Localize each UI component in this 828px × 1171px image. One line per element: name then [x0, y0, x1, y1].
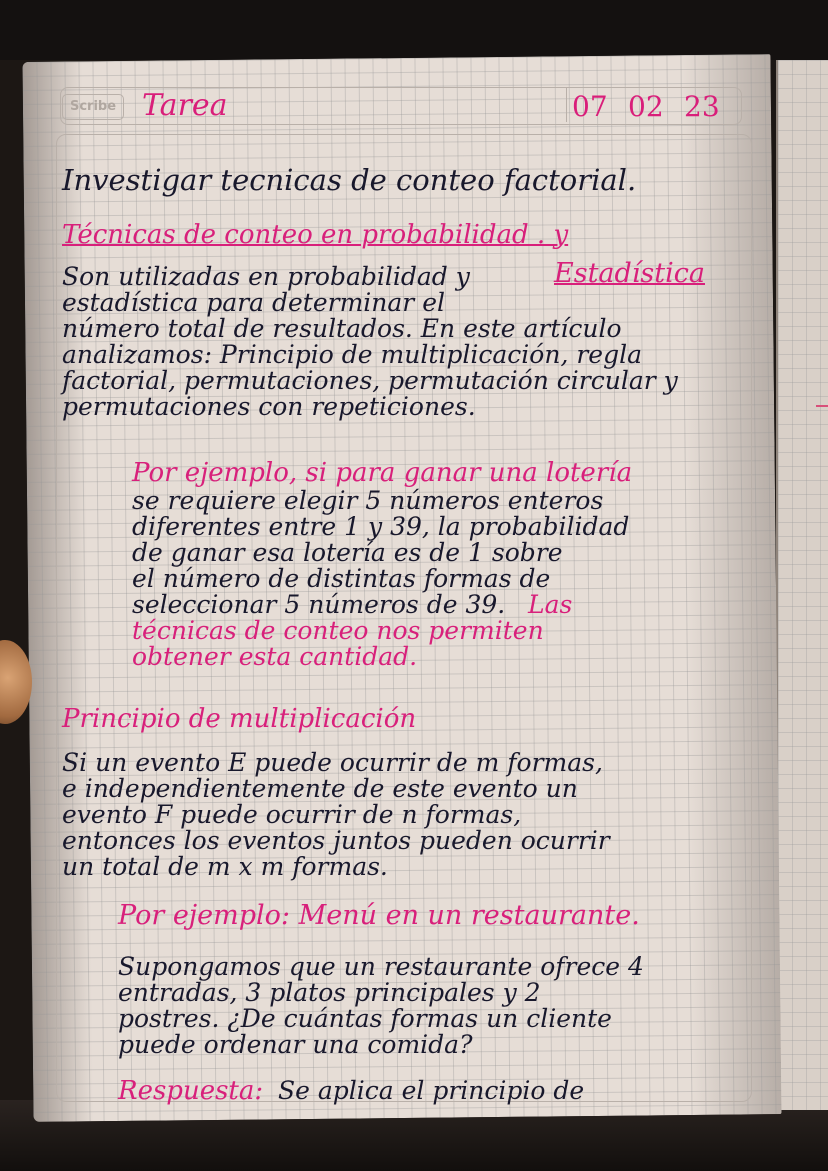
adjacent-page-mark — [816, 405, 828, 407]
example-line: Por ejemplo, si para ganar una lotería — [132, 458, 633, 488]
section-heading: Técnicas de conteo en probabilidad . y — [62, 220, 569, 250]
paragraph-line: e independientemente de este evento un — [62, 774, 578, 803]
section-heading: Principio de multiplicación — [62, 704, 417, 734]
paragraph-line: analizamos: Principio de multiplicación, regla — [62, 340, 642, 369]
example-line: Las — [528, 590, 573, 619]
answer-label: Respuesta: — [118, 1076, 264, 1106]
paragraph-line: evento F puede ocurrir de n formas, — [62, 800, 522, 829]
example-line: técnicas de conteo nos permiten — [132, 616, 544, 645]
date-day: 07 — [572, 90, 608, 123]
scribe-logo: Scribe — [62, 94, 124, 120]
example-heading: Por ejemplo: Menú en un restaurante. — [118, 900, 640, 931]
paragraph-line: estadística para determinar el — [62, 288, 445, 317]
date-year: 23 — [684, 90, 720, 123]
date-month: 02 — [628, 90, 664, 123]
paragraph-line: factorial, permutaciones, permutación circular y — [62, 366, 678, 395]
example-line: obtener esta cantidad. — [132, 642, 418, 671]
example-line: se requiere elegir 5 números enteros — [132, 486, 604, 515]
example-line: de ganar esa lotería es de 1 sobre — [132, 538, 563, 567]
example-line: seleccionar 5 números de 39. — [132, 590, 506, 619]
paragraph-line: permutaciones con repeticiones. — [62, 392, 476, 421]
assignment-line: Investigar tecnicas de conteo factorial. — [62, 163, 637, 197]
example-line: el número de distintas formas de — [132, 564, 551, 593]
example-line: postres. ¿De cuántas formas un cliente — [118, 1004, 612, 1033]
example-line: entradas, 3 platos principales y 2 — [118, 978, 541, 1007]
background-top — [0, 0, 828, 60]
paragraph-line: Son utilizadas en probabilidad y — [62, 262, 470, 291]
paragraph-line: número total de resultados. En este artículo — [62, 314, 622, 343]
paragraph-line: Si un evento E puede ocurrir de m formas, — [62, 748, 603, 777]
answer-text: Se aplica el principio de — [278, 1076, 585, 1105]
paragraph-line: un total de m x m formas. — [62, 852, 388, 881]
margin-note: Estadística — [554, 258, 705, 289]
example-line: Supongamos que un restaurante ofrece 4 — [118, 952, 644, 981]
example-line: puede ordenar una comida? — [118, 1030, 473, 1059]
example-line: diferentes entre 1 y 39, la probabilidad — [132, 512, 630, 541]
thumb — [0, 640, 32, 724]
paragraph-line: entonces los eventos juntos pueden ocurrir — [62, 826, 610, 855]
adjacent-page-edge — [776, 60, 828, 1110]
page-title: Tarea — [142, 88, 228, 123]
